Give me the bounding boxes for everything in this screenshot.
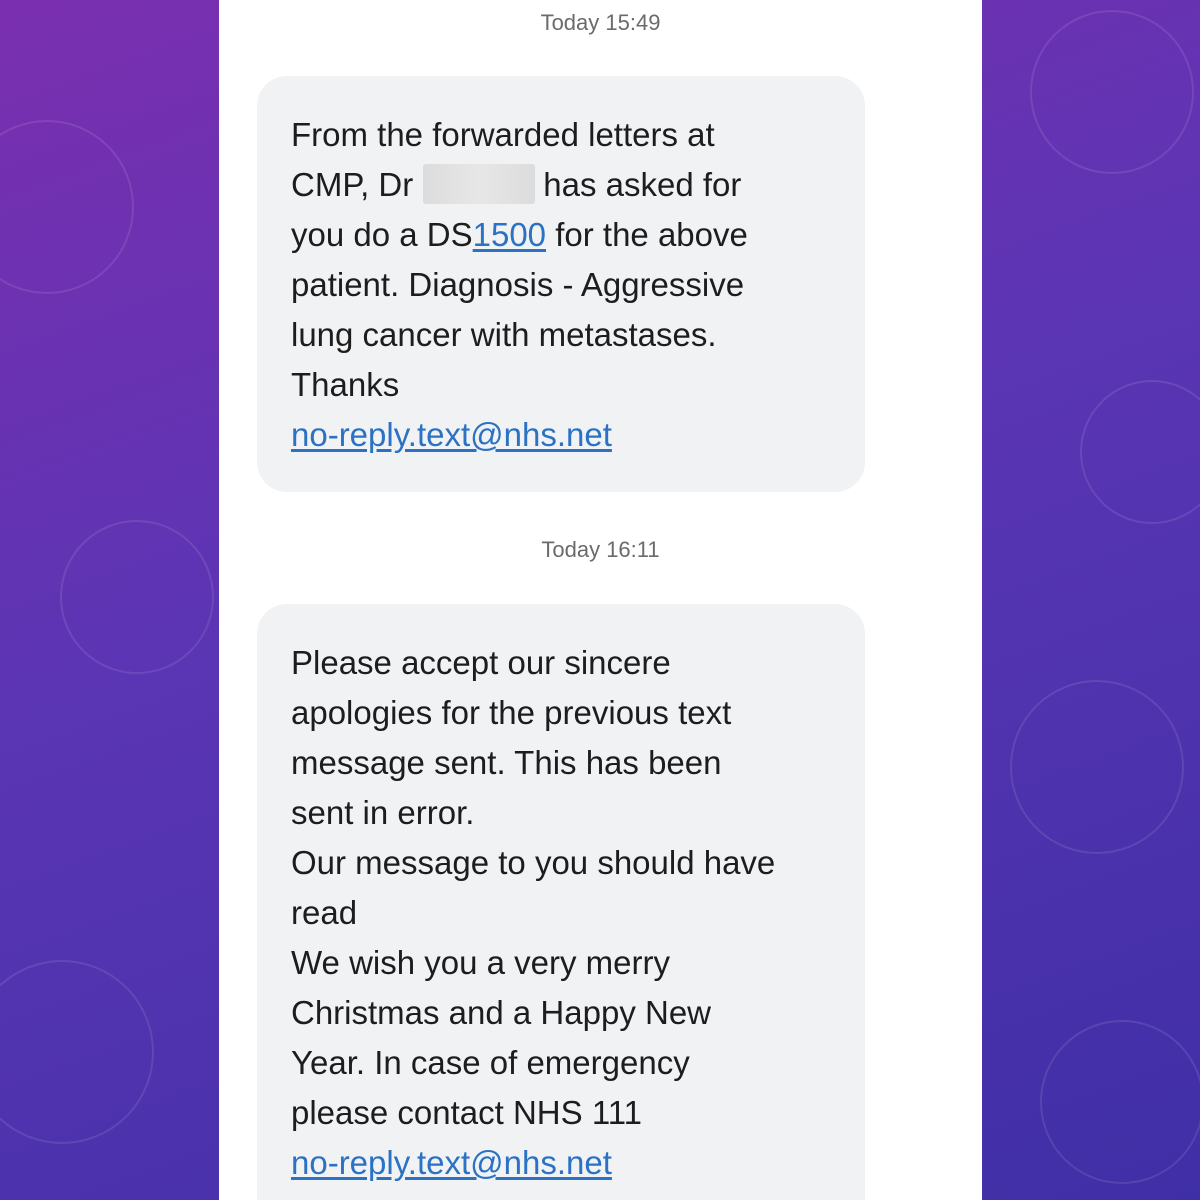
message-text-line: message sent. This has been bbox=[291, 744, 722, 781]
message-bubble[interactable] bbox=[257, 604, 865, 1200]
message-text-line: lung cancer with metastases. bbox=[291, 316, 717, 353]
message-text-line: patient. Diagnosis - Aggressive bbox=[291, 266, 745, 303]
message-text-line: CMP, Dr has asked for bbox=[291, 166, 742, 203]
form-number-link[interactable]: 1500 bbox=[472, 216, 547, 253]
redacted-name bbox=[423, 164, 535, 204]
message-text-line: Thanks bbox=[291, 366, 400, 403]
message-text-line: read bbox=[291, 894, 358, 931]
cherry-decoration bbox=[0, 960, 154, 1144]
message-text-line: apologies for the previous text bbox=[291, 694, 732, 731]
cherry-decoration bbox=[60, 520, 214, 674]
message-timestamp: Today 15:49 bbox=[540, 10, 661, 35]
sender-email-link[interactable]: no-reply.text@nhs.net bbox=[291, 416, 612, 453]
message-text-line: Year. In case of emergency bbox=[291, 1044, 690, 1081]
message-text-line: please contact NHS 111 bbox=[291, 1094, 642, 1131]
message-text-line: Christmas and a Happy New bbox=[291, 994, 712, 1031]
cherry-decoration bbox=[1010, 680, 1184, 854]
cherry-decoration bbox=[1030, 10, 1194, 174]
cherry-decoration bbox=[0, 120, 134, 294]
message-timestamp: Today 16:11 bbox=[541, 537, 660, 562]
message-text-line: sent in error. bbox=[291, 794, 475, 831]
cherry-decoration bbox=[1040, 1020, 1200, 1184]
message-text-line: We wish you a very merry bbox=[291, 944, 670, 981]
message-text-line: Please accept our sincere bbox=[291, 644, 671, 681]
message-text-line: From the forwarded letters at bbox=[291, 116, 715, 153]
sender-email-link[interactable]: no-reply.text@nhs.net bbox=[291, 1144, 612, 1181]
message-text-line: you do a DS1500 for the above bbox=[291, 216, 748, 253]
message-bubble[interactable] bbox=[257, 76, 865, 492]
cherry-decoration bbox=[1080, 380, 1200, 524]
message-text-line: Our message to you should have bbox=[291, 844, 776, 881]
message-thread[interactable] bbox=[219, 0, 982, 1200]
